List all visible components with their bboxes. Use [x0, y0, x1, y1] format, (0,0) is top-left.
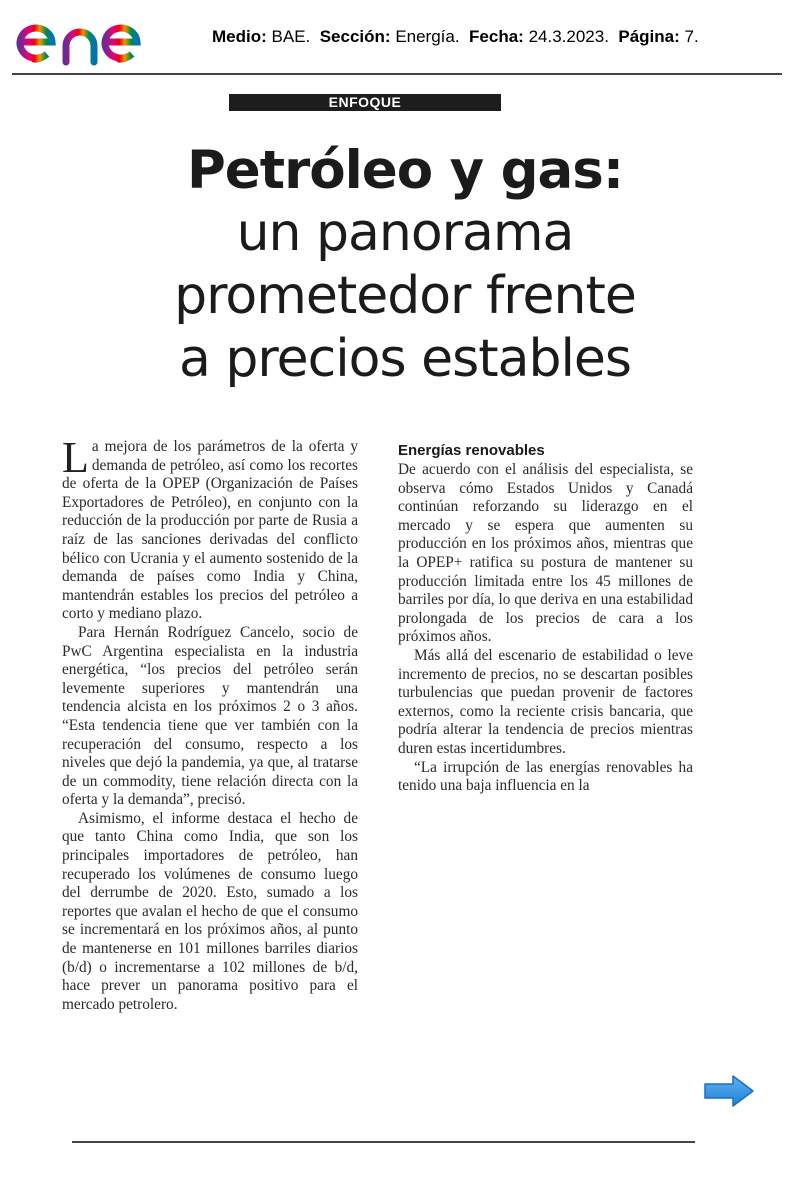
footer-divider — [72, 1141, 695, 1143]
seccion-value: Energía. — [395, 27, 460, 46]
paragraph-1-text: a mejora de los parámetros de la oferta y demanda de petróleo, así como los recortes de oferta de la OPEP (Organización de Países Exportadores de Petróleo), en conjunto con la reducción de la producción por parte de Rusia a raíz de las sanciones derivadas del conflicto bélico con Ucrania y el aumento sostenido de la demanda de países como India y China, mantendrán estables los precios del petróleo a corto y mediano plazo. — [62, 438, 358, 623]
paragraph-6: “La irrupción de las energías renovables ha tenido una baja influencia en la — [398, 758, 693, 795]
header-divider — [12, 73, 782, 75]
headline-line-2: un panorama — [236, 203, 574, 263]
subheading: Energías renovables — [398, 442, 545, 459]
publication-meta — [212, 27, 699, 47]
paragraph-4: De acuerdo con el análisis del especialista, se observa cómo Estados Unidos y Canadá continúan reforzando su liderazgo en el mercado y se espera que aumenten su producción en los próximos años, mientras que la OPEP+ ratifica su postura de mantener su producción limitada entre los 45 millones de barriles por día, lo que deriva en una estabilidad prolongada de los precios de cara a los próximos años. — [398, 461, 693, 646]
right-arrow-icon[interactable] — [703, 1074, 755, 1108]
headline-line-3: prometedor frente — [174, 266, 636, 326]
fecha-label: Fecha: — [469, 27, 524, 46]
paragraph-2: Para Hernán Rodríguez Cancelo, socio de PwC Argentina especialista en la industria energética, “los precios del petróleo serán levemente superiores y mantendrán una tendencia alcista en los próximos 2 o 3 años. “Esta tendencia tiene que ver también con la recuperación del consumo, respecto a los niveles que dejó la pandemia, ya que, al tratarse de un commodity, tiene relación directa con la oferta y la demanda”, precisó. — [62, 623, 358, 809]
pagina-value: 7. — [684, 27, 699, 46]
paragraph-5: Más allá del escenario de estabilidad o leve incremento de precios, no se descartan posibles turbulencias que puedan provenir de factores externos, como la reciente crisis bancaria, que podría alterar la tendencia de precios mientras duren estas incertidumbres. — [398, 646, 693, 757]
fecha-value: 24.3.2023. — [528, 27, 609, 46]
paragraph-1 — [62, 433, 358, 624]
medio-value: BAE. — [271, 27, 311, 46]
medio-label: Medio: — [212, 27, 267, 46]
headline-line-1: Petróleo y gas: — [186, 140, 624, 201]
article-column-left — [62, 433, 358, 1014]
article-headline — [40, 140, 770, 391]
paragraph-3: Asimismo, el informe destaca el hecho de que tanto China como India, que son los principales importadores de petróleo, han recuperado los volúmenes de consumo luego del derrumbe de 2020. Esto, sumado a los reportes que avalan el hecho de que el consumo se incrementará en los próximos años, al punto de mantenerse en 101 millones barriles diarios (b/d) o incrementarse a 102 millones de b/d, hace prever un panorama positivo para el mercado petrolero. — [62, 809, 358, 1013]
drop-cap: L — [62, 433, 89, 482]
headline-line-4: a precios estables — [179, 329, 631, 389]
pagina-label: Página: — [618, 27, 680, 46]
seccion-label: Sección: — [319, 27, 391, 46]
article-column-right — [398, 438, 693, 796]
section-kicker: ENFOQUE — [229, 94, 501, 111]
enel-logo — [14, 8, 182, 66]
